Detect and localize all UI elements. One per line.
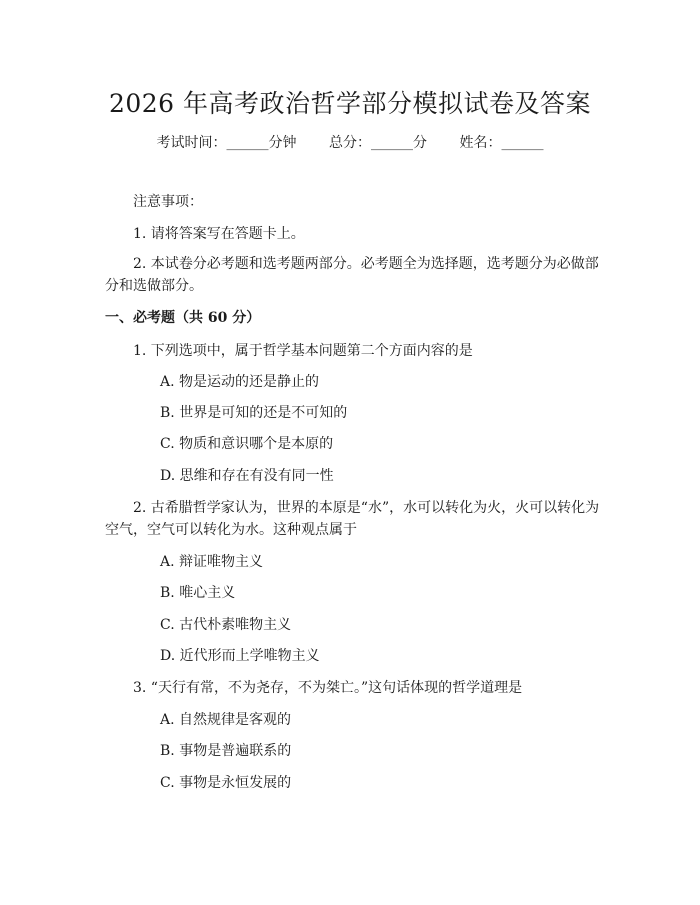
notes-heading: 注意事项：	[133, 194, 203, 210]
question-stem: 3. “天行有常，不为尧存，不为桀亡。”这句话体现的哲学道理是	[133, 680, 523, 696]
option-item: D. 思维和存在有没有同一性	[160, 468, 334, 484]
page-title: 2026 年高考政治哲学部分模拟试卷及答案	[108, 89, 592, 118]
option-item: B. 事物是普遍联系的	[160, 743, 292, 759]
option-item: C. 事物是永恒发展的	[160, 775, 292, 791]
question-stem: 1. 下列选项中，属于哲学基本问题第二个方面内容的是	[133, 343, 473, 359]
question-stem: 2. 古希腊哲学家认为，世界的本原是“水”，水可以转化为火，火可以转化为空气，空气可以转化为水。这种观点属于	[105, 500, 600, 538]
note-item: 2. 本试卷分必考题和选考题两部分。必考题全为选择题，选考题分为必做部分和选做部分。	[105, 256, 599, 294]
exam-score: 总分：______分	[329, 135, 427, 151]
exam-name: 姓名：______	[459, 135, 544, 151]
section-heading: 一、必考题（共 60 分）	[105, 310, 261, 326]
option-item: A. 物是运动的还是静止的	[160, 374, 320, 390]
option-item: C. 古代朴素唯物主义	[160, 617, 292, 633]
exam-time: 考试时间：______分钟	[156, 135, 297, 151]
option-item: B. 世界是可知的还是不可知的	[160, 405, 348, 421]
note-item: 1. 请将答案写在答题卡上。	[133, 226, 305, 242]
option-item: C. 物质和意识哪个是本原的	[160, 436, 334, 452]
option-item: B. 唯心主义	[160, 585, 236, 601]
option-item: A. 自然规律是客观的	[160, 712, 292, 728]
option-item: A. 辩证唯物主义	[160, 554, 264, 570]
option-item: D. 近代形而上学唯物主义	[160, 648, 320, 664]
exam-meta	[0, 132, 700, 152]
